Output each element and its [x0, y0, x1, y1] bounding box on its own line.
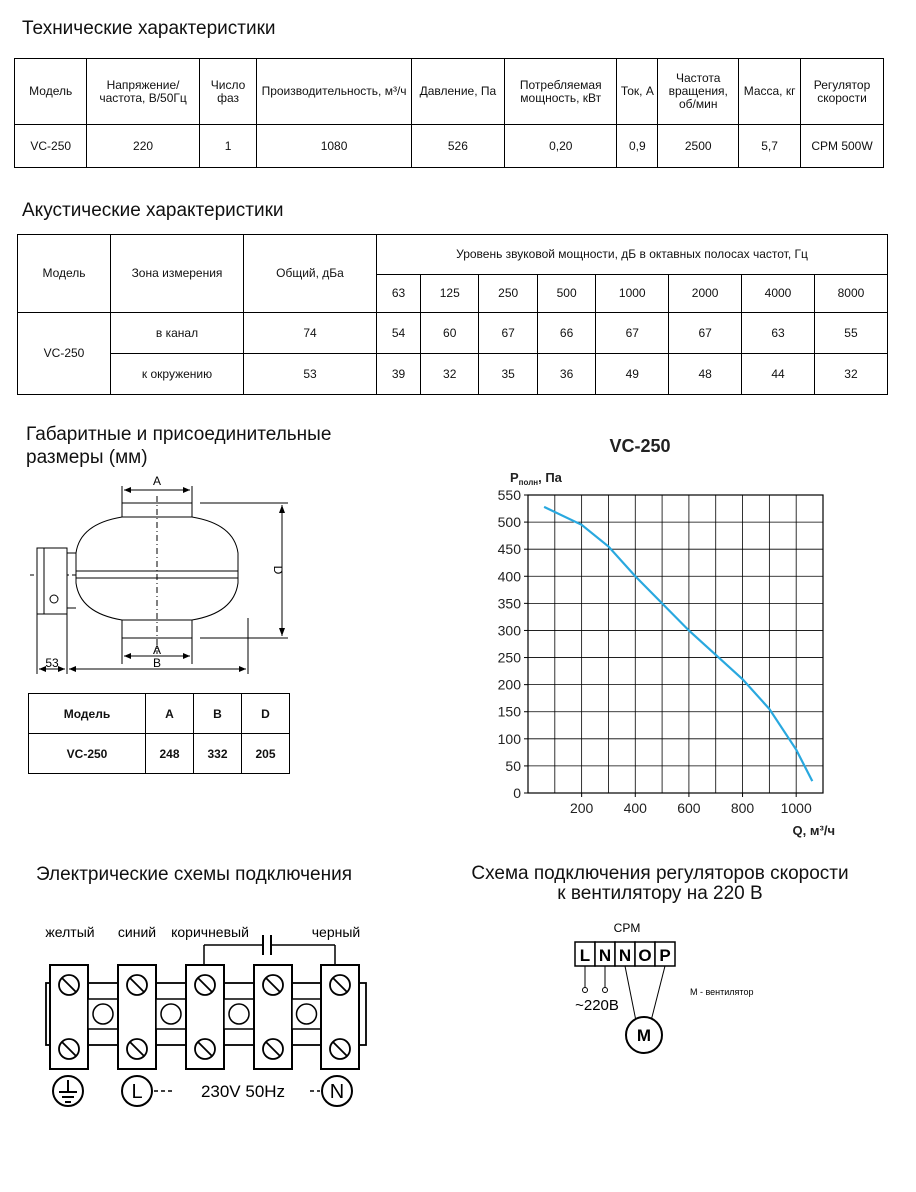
level-cell: 39 — [377, 354, 421, 395]
chart-yticks — [498, 487, 528, 801]
chart-ytick-label: 350 — [497, 595, 521, 612]
dim-label-a-bottom: A — [152, 643, 162, 657]
level-cell: 67 — [479, 313, 537, 354]
tech-table — [14, 58, 884, 168]
dim-label-a-top: A — [152, 474, 162, 488]
regulator-terminal-label: N — [618, 946, 632, 965]
link-hole-icon — [161, 1004, 181, 1024]
chart-ytick-label: 450 — [497, 541, 521, 558]
freq-cell: 500 — [537, 275, 595, 313]
chart-xtick-label: 1000 — [780, 800, 812, 816]
chart-xlabel: Q, м³/ч — [792, 823, 835, 838]
wiring-diagram — [30, 915, 380, 1115]
performance-chart — [470, 430, 850, 840]
dim-header: D — [242, 694, 290, 734]
chart-ytick-label: 50 — [505, 757, 521, 774]
tech-cell: 5,7 — [739, 125, 801, 168]
zone-cell: в канал — [111, 313, 244, 354]
level-cell: 67 — [596, 313, 669, 354]
chart-xticks — [570, 793, 812, 816]
tech-cell: 1080 — [257, 125, 411, 168]
acoustic-header-total: Общий, дБа — [244, 235, 377, 313]
freq-cell: 4000 — [742, 275, 815, 313]
tech-cell: 2500 — [658, 125, 739, 168]
tech-header: Напряжение/ частота, В/50Гц — [87, 59, 199, 125]
wire-label-blue: синий — [117, 924, 157, 940]
chart-ytick-label: 300 — [497, 622, 521, 639]
total-cell: 53 — [244, 354, 377, 395]
acoustic-model: VC-250 — [18, 313, 111, 395]
dimensions-title-line1: Габаритные и присоединительные — [26, 424, 332, 445]
tech-title: Технические характеристики — [22, 18, 276, 39]
chart-ytick-label: 100 — [497, 730, 521, 747]
tech-cell: 0,9 — [617, 125, 658, 168]
tech-cell: 1 — [199, 125, 257, 168]
dim-header: B — [194, 694, 242, 734]
acoustic-header-model: Модель — [18, 235, 111, 313]
chart-title: VC-250 — [609, 436, 671, 456]
chart-ytick-label: 250 — [497, 649, 521, 666]
dim-header: Модель — [29, 694, 146, 734]
level-cell: 36 — [537, 354, 595, 395]
zone-cell: к окружению — [111, 354, 244, 395]
regulator-terminal-label: P — [659, 946, 671, 965]
tech-header: Производительность, м³/ч — [257, 59, 411, 125]
freq-cell: 2000 — [669, 275, 742, 313]
regulator-terminals — [575, 942, 675, 966]
chart-xtick-label: 600 — [677, 800, 701, 816]
level-cell: 63 — [742, 313, 815, 354]
dimensions-title-line2: размеры (мм) — [26, 447, 148, 468]
acoustic-title: Акустические характеристики — [22, 200, 284, 221]
acoustic-header-level: Уровень звуковой мощности, дБ в октавных полосах частот, Гц — [377, 235, 888, 275]
regulator-title-line1: Схема подключения регуляторов скорости — [471, 863, 849, 884]
link-hole-icon — [229, 1004, 249, 1024]
dim-label-53: 53 — [45, 656, 59, 670]
tech-header: Модель — [15, 59, 87, 125]
level-cell: 54 — [377, 313, 421, 354]
tech-header: Потребляемая мощность, кВт — [505, 59, 617, 125]
tech-header: Число фаз — [199, 59, 257, 125]
chart-ytick-label: 200 — [497, 676, 521, 693]
chart-ylabel-rest: , Па — [538, 470, 562, 485]
dim-label-b: B — [152, 656, 162, 670]
fan-drawing — [20, 468, 300, 680]
chart-ylabel-main: P — [510, 470, 519, 485]
wire-label-brown: коричневый — [171, 924, 249, 940]
voltage-label: 230V 50Hz — [200, 1082, 286, 1101]
level-cell: 32 — [814, 354, 887, 395]
level-cell: 49 — [596, 354, 669, 395]
dim-cell: 332 — [194, 734, 242, 774]
electric-title: Электрические схемы подключения — [36, 864, 353, 885]
device-label: CPM — [613, 921, 641, 935]
level-cell: 55 — [814, 313, 887, 354]
dimensions-table — [28, 693, 290, 774]
supply-label: ~220В — [575, 997, 619, 1014]
chart-ytick-label: 400 — [497, 568, 521, 585]
neutral-symbol: N — [329, 1081, 345, 1103]
level-cell: 67 — [669, 313, 742, 354]
link-hole-icon — [93, 1004, 113, 1024]
chart-xtick-label: 200 — [569, 800, 594, 816]
tech-header: Частота вращения, об/мин — [658, 59, 739, 125]
regulator-terminal-label: O — [638, 946, 652, 965]
regulator-terminal-label: N — [598, 946, 612, 965]
regulator-legend: М - вентилятор — [690, 987, 754, 997]
tech-cell: VC-250 — [15, 125, 87, 168]
level-cell: 60 — [421, 313, 479, 354]
freq-cell: 125 — [421, 275, 479, 313]
level-cell: 32 — [421, 354, 479, 395]
dim-cell: 248 — [146, 734, 194, 774]
tech-header: Масса, кг — [739, 59, 801, 125]
dim-cell: VC-250 — [29, 734, 146, 774]
acoustic-table — [17, 234, 888, 395]
level-cell: 66 — [537, 313, 595, 354]
acoustic-header-zone: Зона измерения — [111, 235, 244, 313]
freq-cell: 250 — [479, 275, 537, 313]
tech-cell: 526 — [411, 125, 504, 168]
chart-ylabel-sub: полн — [518, 478, 539, 487]
chart-series-line — [544, 507, 812, 781]
chart-xtick-label: 400 — [623, 800, 647, 816]
level-cell: 35 — [479, 354, 537, 395]
freq-cell: 8000 — [814, 275, 887, 313]
tech-header: Давление, Па — [411, 59, 504, 125]
dim-header: A — [146, 694, 194, 734]
chart-ytick-label: 0 — [513, 785, 521, 801]
dim-cell: 205 — [242, 734, 290, 774]
wire-label-yellow: желтый — [45, 924, 95, 940]
level-cell: 48 — [669, 354, 742, 395]
freq-cell: 63 — [377, 275, 421, 313]
regulator-diagram — [560, 915, 780, 1065]
chart-frame — [528, 495, 823, 793]
line-symbol: L — [131, 1081, 143, 1103]
regulator-terminal-label: L — [579, 946, 591, 965]
tech-header: Ток, А — [617, 59, 658, 125]
level-cell: 44 — [742, 354, 815, 395]
freq-cell: 1000 — [596, 275, 669, 313]
chart-ytick-label: 500 — [497, 514, 521, 531]
tech-cell: 220 — [87, 125, 199, 168]
regulator-title — [450, 864, 870, 904]
chart-grid — [528, 495, 823, 793]
chart-ytick-label: 150 — [497, 703, 521, 720]
motor-symbol: M — [636, 1026, 652, 1045]
chart-ytick-label: 550 — [497, 487, 521, 503]
terminal-block — [46, 965, 366, 1069]
total-cell: 74 — [244, 313, 377, 354]
regulator-title-line2: к вентилятору на 220 В — [557, 883, 763, 904]
tech-header: Регулятор скорости — [801, 59, 884, 125]
wire-label-black: черный — [311, 924, 361, 940]
chart-ylabel — [510, 470, 563, 487]
dimensions-title — [26, 423, 331, 469]
link-hole-icon — [297, 1004, 317, 1024]
dim-label-d: D — [271, 565, 285, 575]
tech-cell: 0,20 — [505, 125, 617, 168]
chart-xtick-label: 800 — [730, 800, 755, 816]
tech-cell: CPM 500W — [801, 125, 884, 168]
